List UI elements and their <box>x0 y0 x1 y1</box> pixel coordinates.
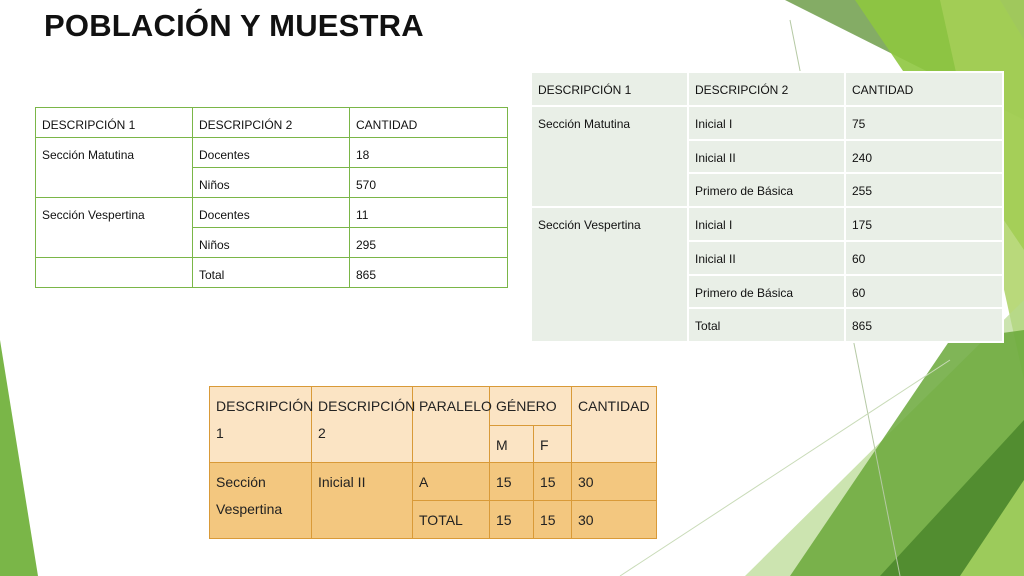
header-cell: DESCRIPCIÓN 1 <box>210 387 312 463</box>
table-cell: 865 <box>350 258 508 288</box>
table-cell: Total <box>688 308 845 342</box>
table-row <box>531 106 1003 140</box>
header-cell: GÉNERO <box>490 387 572 426</box>
header-cell: DESCRIPCIÓN 2 <box>312 387 413 463</box>
table-cell: 18 <box>350 138 508 168</box>
table-cell: Primero de Básica <box>688 275 845 309</box>
table-cell: 11 <box>350 198 508 228</box>
table-header-row <box>36 108 508 138</box>
table-personal-ninos <box>35 107 508 288</box>
table-cell: 175 <box>845 207 1003 241</box>
section-cell: Sección Vespertina <box>36 198 193 258</box>
table-row <box>36 198 508 228</box>
table-cell: Docentes <box>193 138 350 168</box>
table-cell: 15 <box>490 501 534 539</box>
table-cell: 15 <box>490 463 534 501</box>
table-cell: 15 <box>534 501 572 539</box>
table-cell: Inicial II <box>312 463 413 539</box>
table-cell: Inicial I <box>688 106 845 140</box>
table-cell: 255 <box>845 173 1003 207</box>
table-cell: Docentes <box>193 198 350 228</box>
subheader-cell: M <box>490 426 534 463</box>
header-cell: DESCRIPCIÓN 1 <box>531 72 688 106</box>
section-cell: Sección Matutina <box>531 106 688 207</box>
table-row <box>36 138 508 168</box>
header-cell: PARALELO <box>413 387 490 463</box>
subheader-cell: F <box>534 426 572 463</box>
table-cell: Inicial II <box>688 241 845 275</box>
table-cell: Inicial II <box>688 140 845 174</box>
table-row <box>210 463 657 501</box>
table-cell: A <box>413 463 490 501</box>
table-cell: 30 <box>572 463 657 501</box>
table-cell: Niños <box>193 168 350 198</box>
table-cell: 75 <box>845 106 1003 140</box>
table-cell: 865 <box>845 308 1003 342</box>
table-cell: TOTAL <box>413 501 490 539</box>
header-cell: DESCRIPCIÓN 1 <box>36 108 193 138</box>
table-header-row <box>210 387 657 426</box>
table-cell: 15 <box>534 463 572 501</box>
table-cell: Primero de Básica <box>688 173 845 207</box>
page-title: POBLACIÓN Y MUESTRA <box>44 8 424 43</box>
table-cell: Niños <box>193 228 350 258</box>
section-cell: Sección Matutina <box>36 138 193 198</box>
table-cell: Total <box>193 258 350 288</box>
header-cell: CANTIDAD <box>572 387 657 463</box>
header-cell: CANTIDAD <box>350 108 508 138</box>
table-cell: 60 <box>845 275 1003 309</box>
table-muestra <box>209 386 657 539</box>
section-cell: Sección Vespertina <box>531 207 688 342</box>
table-cell: 30 <box>572 501 657 539</box>
header-cell: DESCRIPCIÓN 2 <box>193 108 350 138</box>
header-cell: DESCRIPCIÓN 2 <box>688 72 845 106</box>
table-header-row <box>531 72 1003 106</box>
table-grados <box>530 71 1004 343</box>
table-cell: Inicial I <box>688 207 845 241</box>
table-cell <box>36 258 193 288</box>
table-cell: 240 <box>845 140 1003 174</box>
table-cell: 570 <box>350 168 508 198</box>
table-row <box>36 258 508 288</box>
table-cell: 295 <box>350 228 508 258</box>
table-cell: 60 <box>845 241 1003 275</box>
section-cell: Sección Vespertina <box>210 463 312 539</box>
header-cell: CANTIDAD <box>845 72 1003 106</box>
table-row <box>531 207 1003 241</box>
